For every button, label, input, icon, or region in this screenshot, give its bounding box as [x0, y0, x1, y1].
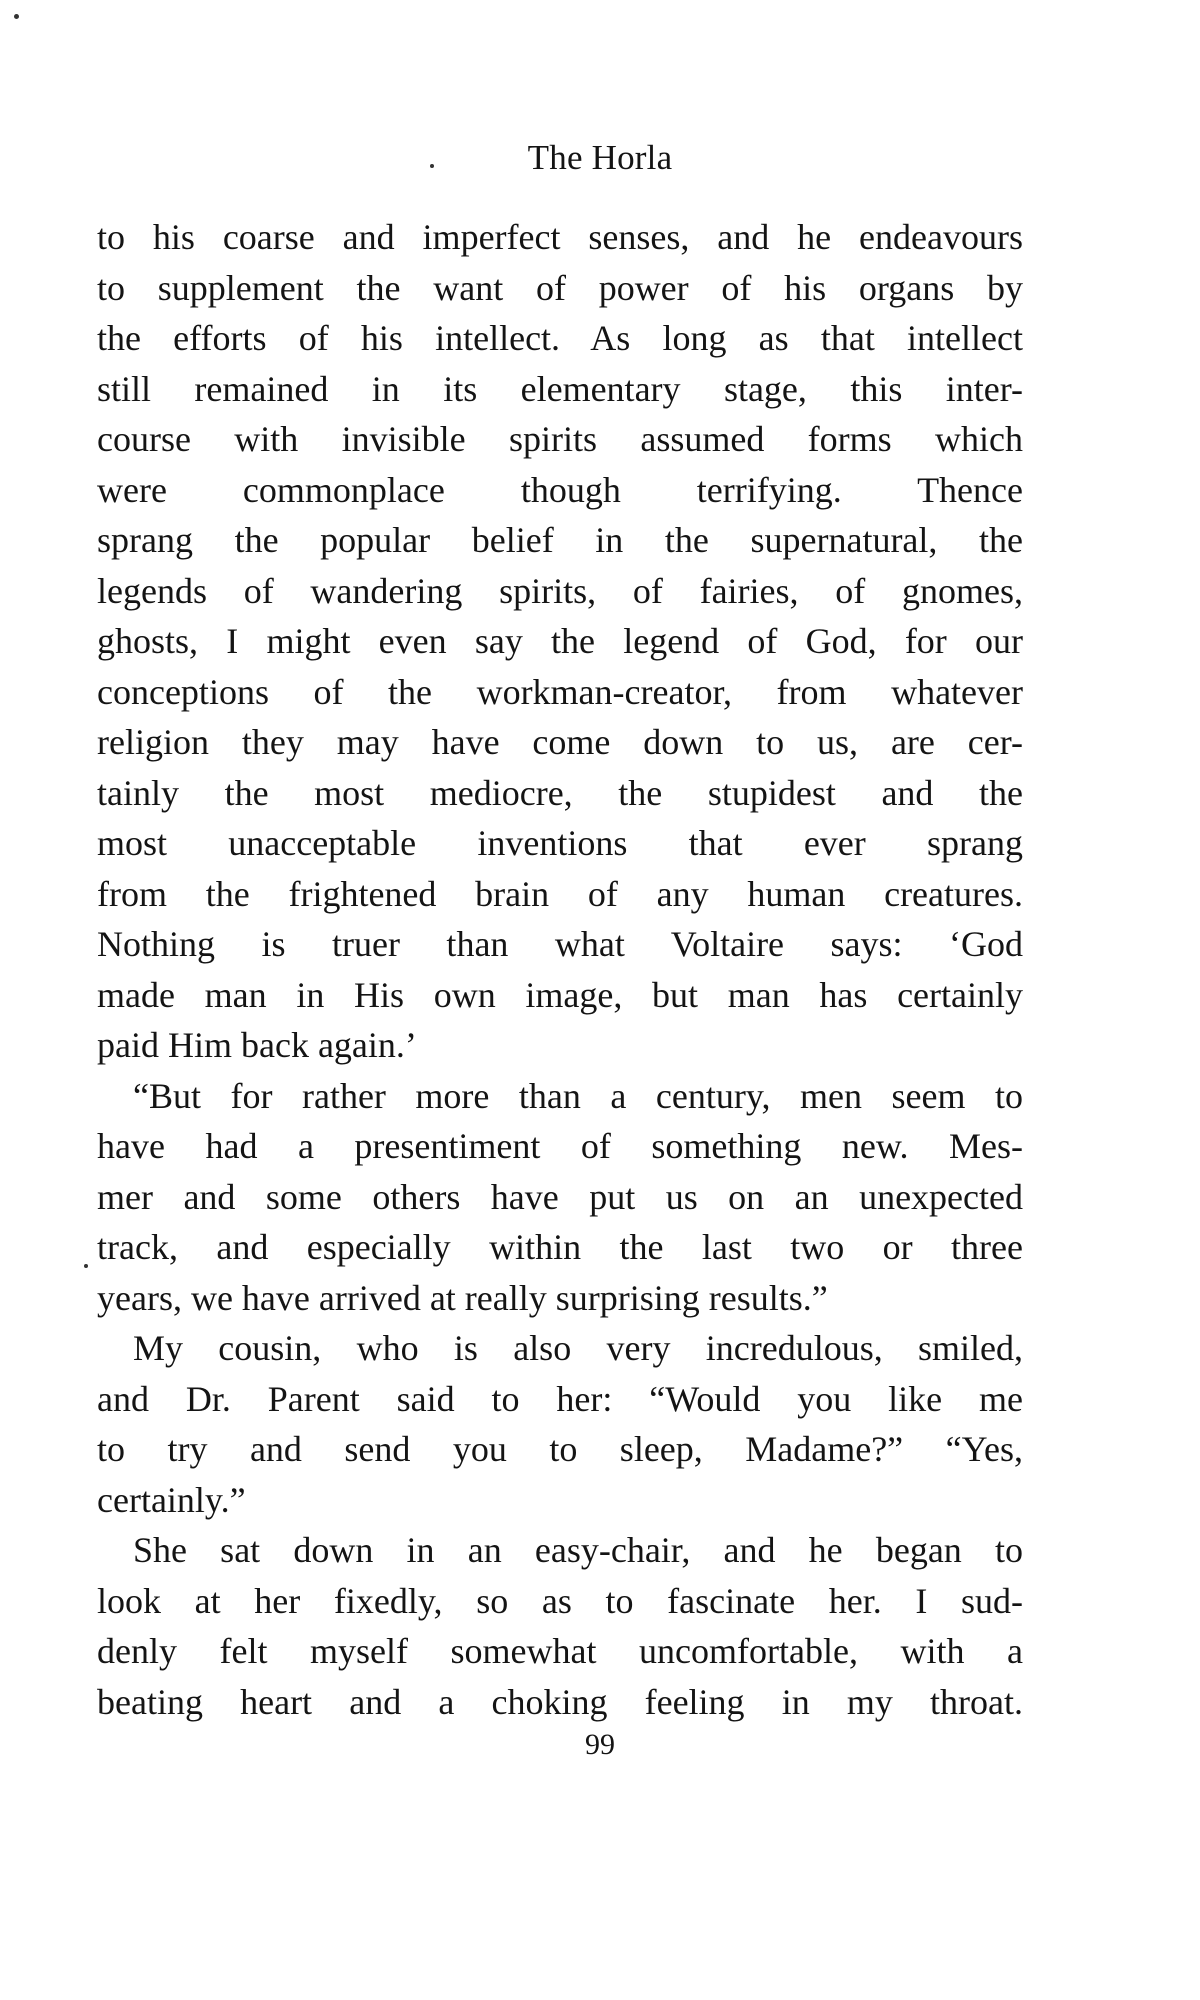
- text-line: track, and especially within the last two or three: [97, 1227, 1023, 1267]
- text-line: course with invisible spirits assumed forms which: [97, 419, 1023, 459]
- print-speck: [14, 14, 19, 19]
- text-line: She sat down in an easy-chair, and he began to: [133, 1530, 1023, 1570]
- text-line: were commonplace though terrifying. Thence: [97, 469, 1023, 510]
- text-line: conceptions of the workman-creator, from whatever: [97, 671, 1023, 712]
- body-text: [97, 212, 1023, 1727]
- text-line: most unacceptable inventions that ever sprang: [97, 823, 1023, 863]
- text-line: to supplement the want of power of his organs by: [97, 267, 1023, 308]
- text-line: sprang the popular belief in the supernatural, the: [97, 520, 1023, 560]
- text-line: ghosts, I might even say the legend of God, for our: [97, 621, 1023, 661]
- text-line: have had a presentiment of something new. Mes-: [97, 1126, 1023, 1166]
- text-line: denly felt myself somewhat uncomfortable, with a: [97, 1631, 1023, 1671]
- text-line: legends of wandering spirits, of fairies, of gnomes,: [97, 570, 1023, 611]
- text-line: years, we have arrived at really surprising results.”: [97, 1277, 828, 1318]
- text-line: certainly.”: [97, 1479, 246, 1520]
- text-line: “But for rather more than a century, men seem to: [133, 1075, 1023, 1116]
- page-number: 99: [585, 1728, 615, 1761]
- text-line: to try and send you to sleep, Madame?” “Yes,: [97, 1429, 1023, 1469]
- print-speck: [84, 1264, 88, 1268]
- text-line: to his coarse and imperfect senses, and he endeavours: [97, 217, 1023, 257]
- text-line: the efforts of his intellect. As long as that intellect: [97, 318, 1023, 358]
- text-line: from the frightened brain of any human creatures.: [97, 873, 1023, 914]
- text-line: made man in His own image, but man has certainly: [97, 974, 1023, 1015]
- text-line: religion they may have come down to us, are cer-: [97, 722, 1023, 762]
- text-line: My cousin, who is also very incredulous, smiled,: [133, 1328, 1023, 1368]
- text-line: Nothing is truer than what Voltaire says: ‘God: [97, 924, 1023, 964]
- text-line: and Dr. Parent said to her: “Would you like me: [97, 1378, 1023, 1419]
- running-head: The Horla: [527, 138, 673, 177]
- text-line: still remained in its elementary stage, this inter-: [97, 368, 1023, 409]
- text-line: tainly the most mediocre, the stupidest and the: [97, 772, 1023, 813]
- text-line: beating heart and a choking feeling in my throat.: [97, 1681, 1023, 1722]
- text-line: mer and some others have put us on an unexpected: [97, 1176, 1023, 1217]
- text-line: look at her fixedly, so as to fascinate her. I sud-: [97, 1580, 1023, 1621]
- text-line: paid Him back again.’: [97, 1025, 417, 1065]
